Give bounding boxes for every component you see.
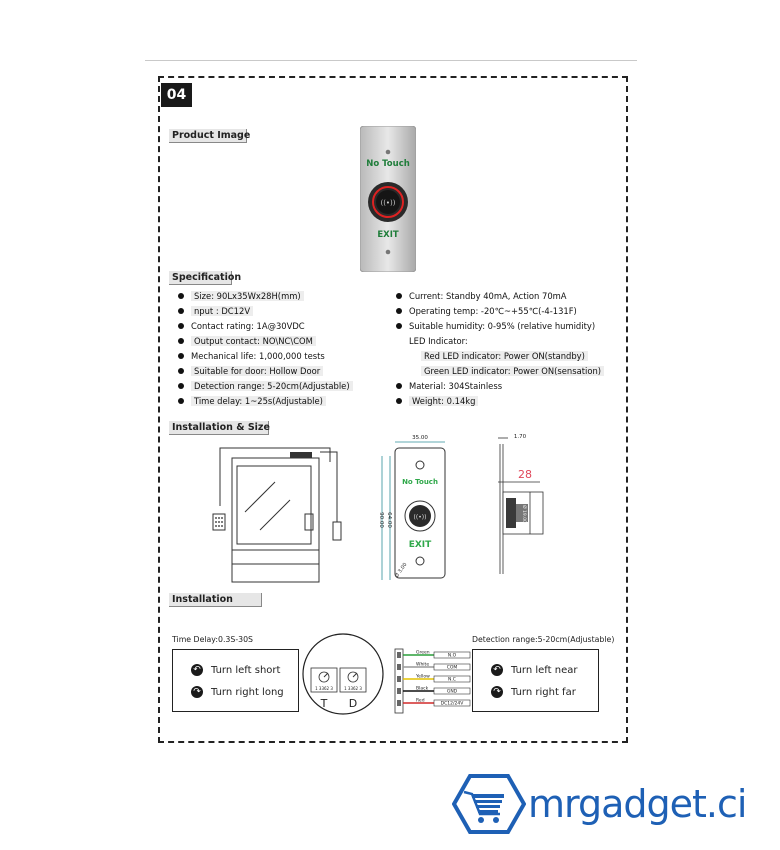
wire-color-label: Green: [416, 650, 430, 656]
wire-row: [397, 698, 470, 707]
spec-item: Material: 304Stainless: [395, 379, 604, 394]
wire-function-label: GND: [446, 689, 458, 695]
spec-item: Size: 90Lx35Wx28H(mm): [177, 289, 353, 304]
exit-label: EXIT: [377, 230, 399, 240]
wire-row: [397, 662, 470, 671]
dial-t-code: 1 3362 3: [315, 686, 333, 691]
dim-height: 90.00: [378, 512, 384, 528]
exit-button-product-image: [360, 126, 416, 272]
spec-item: Detection range: 5-20cm(Adjustable): [177, 379, 353, 394]
dim-exit-label: EXIT: [408, 540, 432, 550]
cart-hexagon-icon: [452, 772, 526, 836]
spec-item: nput : DC12V: [177, 304, 353, 319]
section-title-installation: Installation: [169, 593, 262, 607]
no-touch-label: No Touch: [366, 159, 410, 169]
turn-right-long-row: ↷ Turn right long: [191, 686, 284, 698]
dim-side-top: 1.70: [513, 434, 527, 440]
spec-item: Red LED indicator: Power ON(standby): [395, 349, 604, 364]
dim-depth: 28: [518, 468, 532, 481]
spec-item: Mechanical life: 1,000,000 tests: [177, 349, 353, 364]
page-number-badge: 04: [161, 83, 192, 107]
spec-item: Suitable for door: Hollow Door: [177, 364, 353, 379]
turn-left-short-row: ↶ Turn left short: [191, 664, 280, 676]
wire-function-label: COM: [446, 665, 458, 671]
detection-range-options-box: [472, 649, 599, 712]
dim-no-touch-label: No Touch: [402, 478, 438, 486]
spec-item: Green LED indicator: Power ON(sensation): [395, 364, 604, 379]
spec-list-left: [177, 289, 353, 409]
dim-side-mid: Ø 19.00: [521, 505, 526, 523]
spec-item: Current: Standby 40mA, Action 70mA: [395, 289, 604, 304]
detection-range-caption: Detection range:5-20cm(Adjustable): [472, 635, 615, 644]
wiring-diagram: [394, 648, 472, 714]
spec-item: Weight: 0.14kg: [395, 394, 604, 409]
dial-d-label: D: [348, 697, 358, 710]
dim-hole: Ø 3.00: [393, 561, 409, 579]
rotate-left-icon: ↶: [491, 664, 503, 676]
brand-name: mrgadget.ci: [528, 782, 747, 826]
wire-color-label: Yellow: [416, 674, 430, 680]
dial-d-code: 1 3362 3: [344, 686, 362, 691]
side-dimension-drawing: [490, 428, 570, 578]
front-dimension-drawing: [370, 428, 470, 588]
top-divider: [145, 60, 637, 61]
adjustment-dials: [300, 626, 388, 722]
wire-row: [397, 686, 470, 695]
dial-t-label: T: [320, 697, 328, 710]
wire-function-label: N.O: [447, 653, 457, 659]
wire-row: [397, 674, 470, 683]
wire-row: [397, 650, 470, 659]
spec-item: Output contact: NO\NC\COM: [177, 334, 353, 349]
wire-function-label: DC12/24V: [440, 701, 464, 707]
wire-function-label: N.C: [448, 677, 456, 683]
rotate-left-icon: ↶: [191, 664, 203, 676]
dim-height2: 64.00: [386, 512, 392, 528]
spec-item: Operating temp: -20℃~+55℃(-4-131F): [395, 304, 604, 319]
time-delay-options-box: [172, 649, 299, 712]
spec-item: Suitable humidity: 0-95% (relative humidity): [395, 319, 604, 334]
section-title-installation-size: Installation & Size: [169, 421, 269, 435]
time-delay-caption: Time Delay:0.3S-30S: [172, 635, 254, 644]
section-title-specification: Specification: [169, 271, 232, 285]
svg-text:((•)): ((•)): [380, 199, 396, 207]
rotate-right-icon: ↷: [491, 686, 503, 698]
spec-item: LED Indicator:: [409, 336, 468, 346]
section-title-product-image: Product Image: [169, 129, 247, 143]
spec-item: Contact rating: 1A@30VDC: [177, 319, 353, 334]
door-installation-drawing: [205, 442, 350, 590]
turn-left-near-row: ↶ Turn left near: [491, 664, 577, 676]
wire-color-label: White: [416, 662, 430, 668]
svg-text:((•)): ((•)): [413, 514, 427, 521]
spec-list-right: [395, 289, 604, 409]
wire-color-label: Red: [416, 698, 425, 704]
rotate-right-icon: ↷: [191, 686, 203, 698]
turn-right-far-row: ↷ Turn right far: [491, 686, 576, 698]
dim-width: 35.00: [412, 435, 428, 441]
wire-color-label: Black: [416, 686, 429, 692]
spec-item: Time delay: 1~25s(Adjustable): [177, 394, 353, 409]
